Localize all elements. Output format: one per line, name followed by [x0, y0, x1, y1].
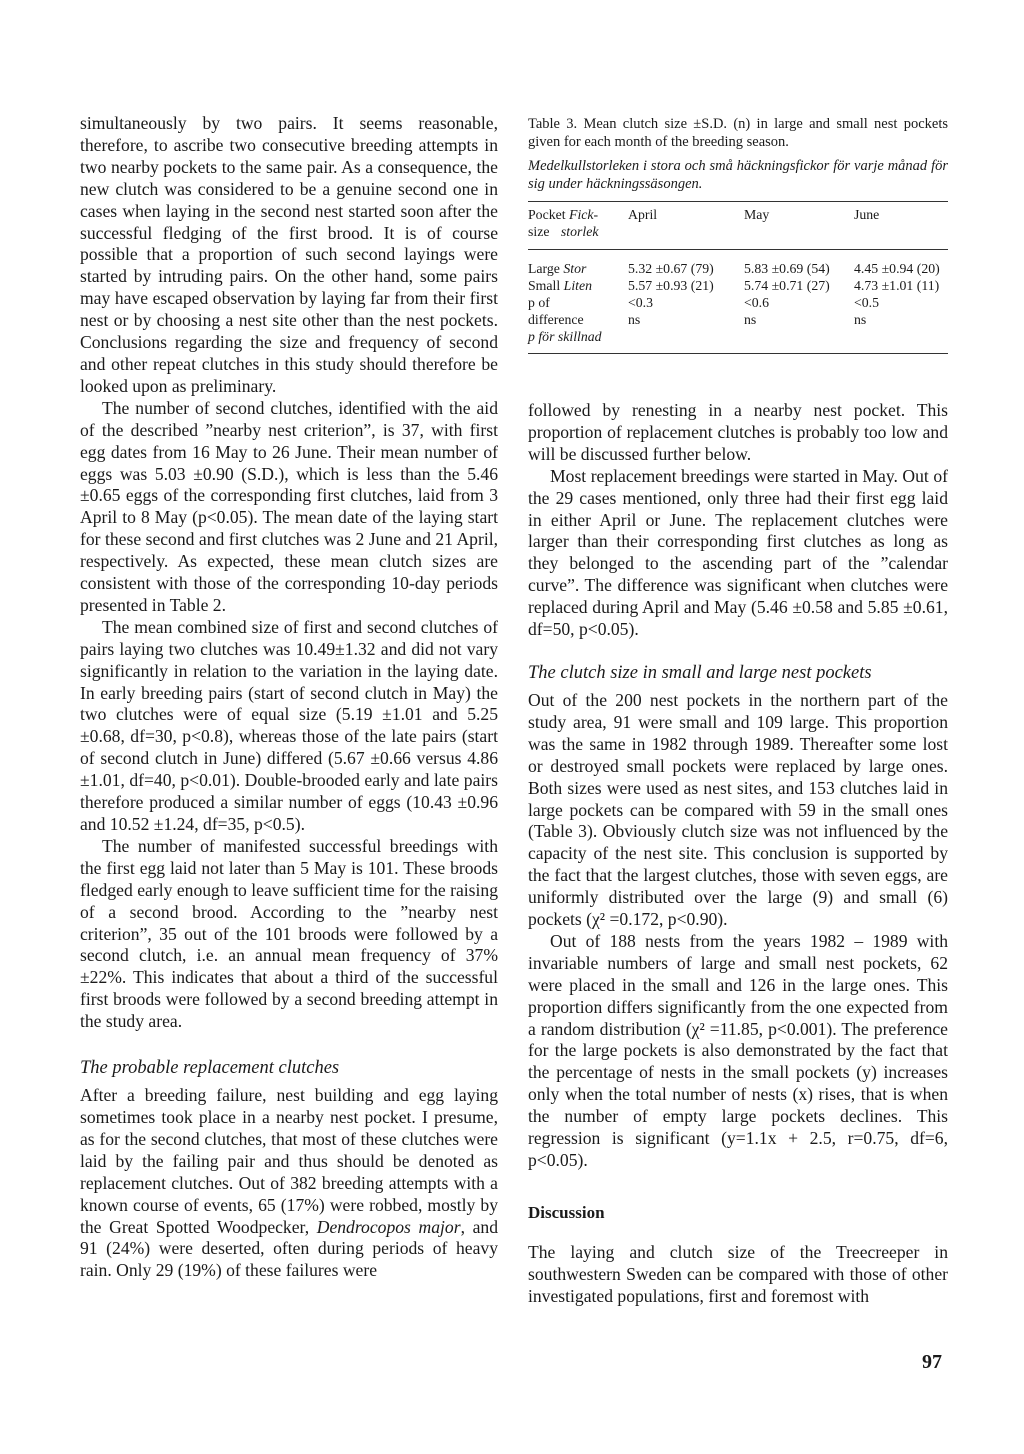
table-header-rule	[528, 249, 948, 250]
paragraph: simultaneously by two pairs. It seems reasonable, therefore, to ascribe two consecutive breeding attempts in two nearby pockets to the same pair. As a consequence, the new clutch was considered to be a genuine second one in cases when laying in the second nest started soon after the successful fledging of the first brood. It is of course possible that a proportion of such second layings were started by intruding pairs. On the other hand, some pairs may have escaped observation by laying far from their first nest or by choosing a nest site other than the nest pockets. Conclusions regarding the size and frequency of second and other repeat clutches in this study should therefore be looked upon as preliminary.	[80, 113, 498, 396]
section-heading-clutch-size: The clutch size in small and large nest pockets	[528, 662, 872, 683]
paragraph: followed by renesting in a nearby nest pocket. This proportion of replacement clutches is probably too low and will be discussed further below.	[528, 400, 948, 464]
table-body	[528, 260, 948, 345]
header-cell: Pocket Fick- size storlek	[528, 207, 599, 239]
header-cell: April	[628, 207, 658, 222]
paragraph: The number of manifested successful breedings with the first egg laid not later than 5 May is 101. These broods fledged early enough to leave sufficient time for the raising of a second brood. According to the ”nearby nest criterion”, 35 out of the 101 broods were followed by a second clutch, i.e. an annual mean frequency of 37% ±22%. This indicates that about a third of the successful first broods were followed by a second breeding attempt in the study area.	[80, 835, 498, 1032]
header-cell: May	[744, 207, 770, 222]
table-bottom-rule	[528, 353, 948, 354]
paragraph: Out of the 200 nest pockets in the northern part of the study area, 91 were small and 109 large. This proportion was the same in 1982 through 1989. Thereafter some lost or destroyed small pockets were replaced by large ones. Both sizes were used as nest sites, and 153 clutches laid in large pockets can be compared with 59 in the small ones (Table 3). Obviously clutch size was not influenced by the capacity of the nest site. This conclusion is supported by the fact that the largest clutches, those with seven eggs, are uniformly distributed over the large (9) and small (6) pockets (χ² =0.172, p<0.90).	[528, 689, 948, 930]
paragraph: The mean combined size of first and second clutches of pairs laying two clutches was 10.49±1.32 and did not vary significantly in relation to the variation in the laying date. In early breeding pairs (start of second clutch in May) the two clutches were of equal size (5.19 ±1.01 and 5.25 ±0.68, df=30, p<0.8), whereas those of the late pairs (start of second clutch in June) differed (5.67 ±0.66 versus 4.86 ±1.01, df=40, p<0.01). Double-brooded early and late pairs therefore produced a similar number of eggs (10.43 ±0.96 and 10.52 ±1.24, df=35, p<0.5).	[80, 616, 498, 834]
table-row	[528, 260, 948, 277]
table-header-row	[528, 206, 948, 240]
species-name: Dendrocopos major	[316, 1216, 461, 1237]
table-cell: ns	[854, 312, 867, 327]
paragraph: The laying and clutch size of the Treecreeper in southwestern Sweden can be compared with those of other investigated populations, first and foremost with	[528, 1241, 948, 1306]
table-cell: <0.3	[628, 295, 654, 310]
table-caption-swedish: Medelkullstorleken i stora och små häckningsfickor för varje månad för sig under häckningssäsongen.	[528, 158, 948, 192]
table-cell: ns	[628, 312, 641, 327]
table-cell: 4.73 ±1.01 (11)	[854, 278, 940, 293]
table-grid	[528, 206, 948, 240]
text-span: After a breeding failure, nest building and egg laying sometimes took place in a nearby nest pocket. I presume, as for the second clutches, that most of these clutches were laid by the failing pair and thus should be denoted as replacement clutches. Out of 382 breeding attempts with a known course of events, 65 (17%) were robbed, mostly by the Great Spotted Woodpecker,	[80, 1085, 498, 1237]
table-3	[528, 115, 948, 354]
row-label: p för skillnad	[528, 329, 602, 344]
row-label: Small Liten	[528, 278, 593, 293]
right-column	[528, 400, 948, 1308]
paragraph: Out of 188 nests from the years 1982 – 1989 with invariable numbers of large and small nest pockets, 62 were placed in the small and 126 in the large ones. This proportion differs significantly from the one expected from a random distribution (χ² =11.85, p<0.001). The preference for the large pockets is also demonstrated by the fact that the percentage of nests in the small pockets (y) increases only when the total number of nests (x) rises, that is when the number of empty large pockets declines. This regression is significant (y=1.1x + 2.5, r=0.75, df=6, p<0.05).	[528, 930, 948, 1170]
table-top-rule	[528, 201, 948, 202]
table-cell: ns	[744, 312, 757, 327]
table-cell: <0.5	[854, 295, 880, 310]
table-row	[528, 277, 948, 294]
paragraph: Most replacement breedings were started in May. Out of the 29 cases mentioned, only three had their first egg laid in either April or June. The replacement clutches were larger than their corresponding first clutches as long as they belonged to the ascending part of the ”calendar curve”. The difference was significant when clutches were replaced during April and May (5.46 ±0.58 and 5.85 ±0.61, df=50, p<0.05).	[528, 465, 948, 640]
section-heading-discussion: Discussion	[528, 1202, 605, 1222]
paragraph: The number of second clutches, identified with the aid of the described ”nearby nest criterion”, is 37, with first egg dates from 16 May to 26 June. Their mean number of eggs was 5.03 ±0.90 (S.D.), which is less than the 5.46 ±0.65 eggs of the corresponding first clutches, laid from 3 April to 8 May (p<0.05). The mean date of the laying start for these second and first clutches was 2 June and 21 April, respectively. As expected, these mean clutch sizes are consistent with those of the corresponding 10-day periods presented in Table 2.	[80, 397, 498, 615]
table-row	[528, 328, 948, 345]
table-caption: Table 3. Mean clutch size ±S.D. (n) in large and small nest pockets given for each month of the breeding season.	[528, 116, 948, 150]
header-cell: June	[854, 207, 880, 222]
section-heading-replacement: The probable replacement clutches	[80, 1058, 340, 1079]
table-row	[528, 294, 948, 311]
table-cell: 5.32 ±0.67 (79)	[628, 261, 714, 276]
row-label: difference	[528, 312, 584, 327]
table-cell: 5.74 ±0.71 (27)	[744, 278, 830, 293]
text-span: , and 91 (24%) were deserted, often during periods of heavy rain. Only 29 (19%) of these failures were	[80, 1216, 499, 1281]
row-label: Large Stor	[528, 261, 587, 276]
table-cell: 4.45 ±0.94 (20)	[854, 261, 940, 276]
table-cell: <0.6	[744, 295, 770, 310]
table-row	[528, 311, 948, 328]
table-cell: 5.83 ±0.69 (54)	[744, 261, 830, 276]
left-column	[80, 113, 498, 1282]
row-label: p of	[528, 295, 550, 310]
page-number: 97	[922, 1351, 942, 1373]
paragraph	[80, 1085, 498, 1282]
table-cell: 5.57 ±0.93 (21)	[628, 278, 714, 293]
